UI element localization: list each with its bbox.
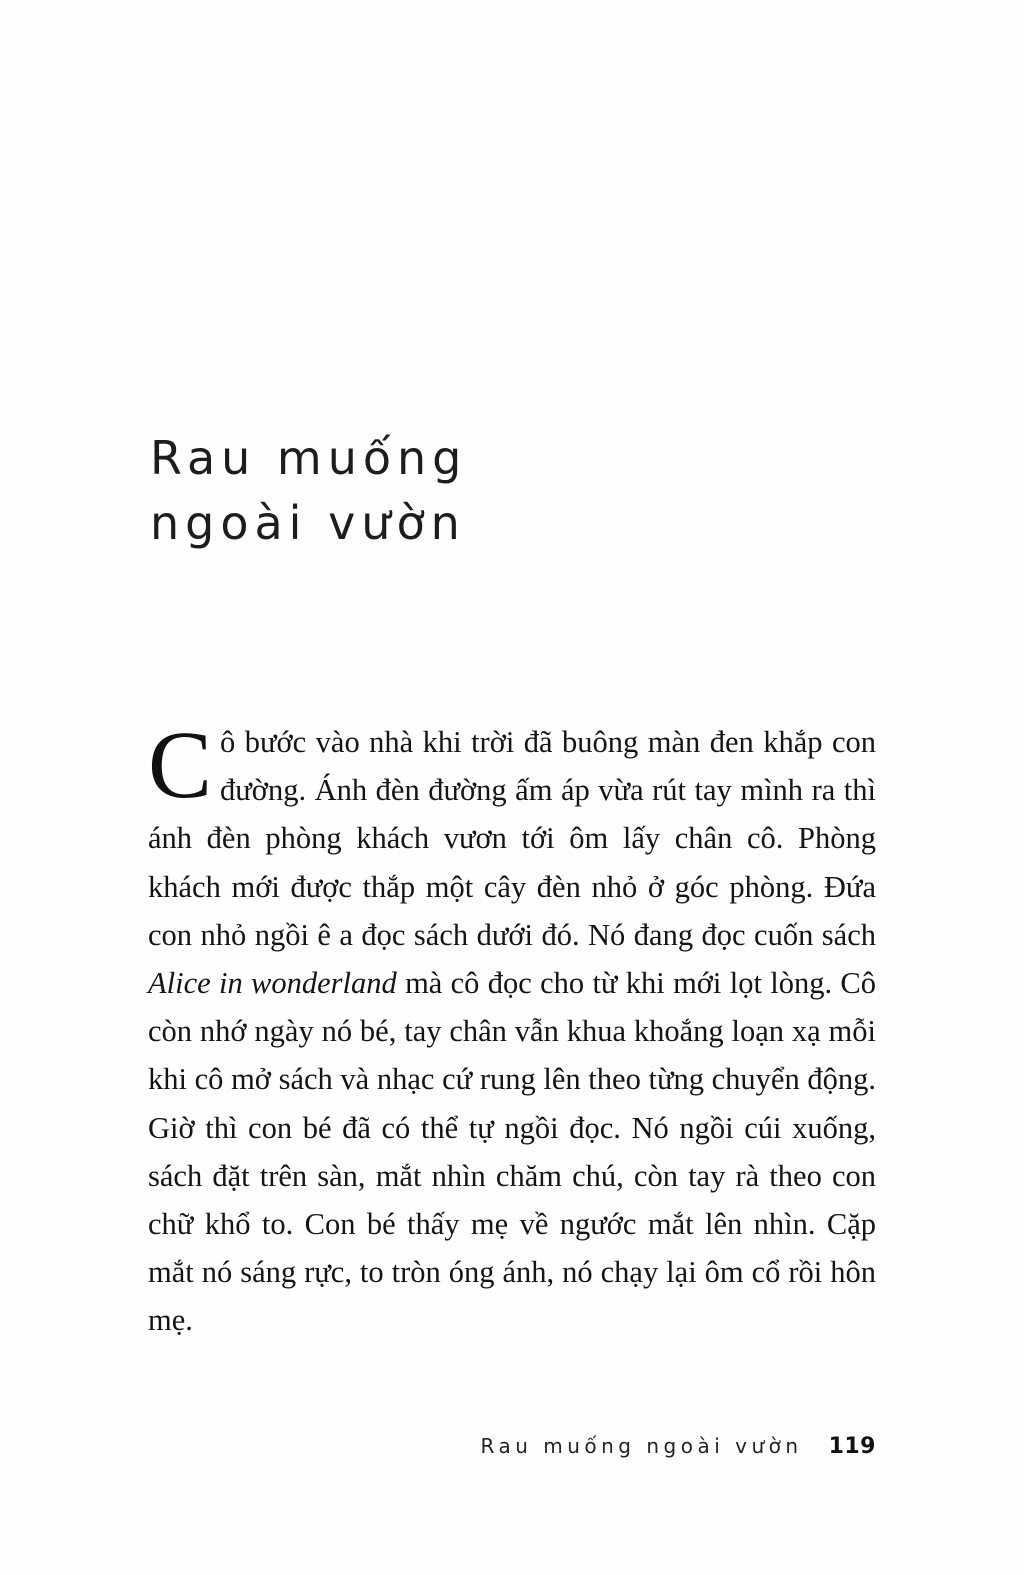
body-text-part-1: ô bước vào nhà khi trời đã buông màn đen khắp con đường. Ánh đèn đường ấm áp vừa rút tay mình ra thì ánh đèn phòng khách vươn tới ôm lấy chân cô. Phòng khách mới được thắp một cây đèn nhỏ ở góc phòng. Đứa con nhỏ ngồi ê a đọc sách dưới đó. Nó đang đọc cuốn sách <box>148 725 876 952</box>
footer-running-title: Rau muống ngoài vườn <box>480 1434 803 1458</box>
drop-cap: C <box>148 711 213 818</box>
body-text-part-2: mà cô đọc cho từ khi mới lọt lòng. Cô còn nhớ ngày nó bé, tay chân vẫn khua khoắng loạn xạ mỗi khi cô mở sách và nhạc cứ rung lên theo từng chuyển động. Giờ thì con bé đã có thể tự ngồi đọc. Nó ngồi cúi xuống, sách đặt trên sàn, mắt nhìn chăm chú, còn tay rà theo con chữ khổ to. Con bé thấy mẹ về ngước mắt lên nhìn. Cặp mắt nó sáng rực, to tròn óng ánh, nó chạy lại ôm cổ rồi hôn mẹ. <box>148 965 876 1338</box>
body-text-block <box>148 711 876 1344</box>
footer-page-number: 119 <box>828 1434 876 1459</box>
running-footer <box>148 1434 876 1459</box>
body-paragraph <box>148 711 876 1344</box>
book-title-italic: Alice in wonderland <box>148 965 397 1000</box>
chapter-title <box>150 426 890 557</box>
chapter-title-line-2: ngoài vườn <box>150 496 466 551</box>
chapter-title-line-1: Rau muống <box>150 430 468 485</box>
